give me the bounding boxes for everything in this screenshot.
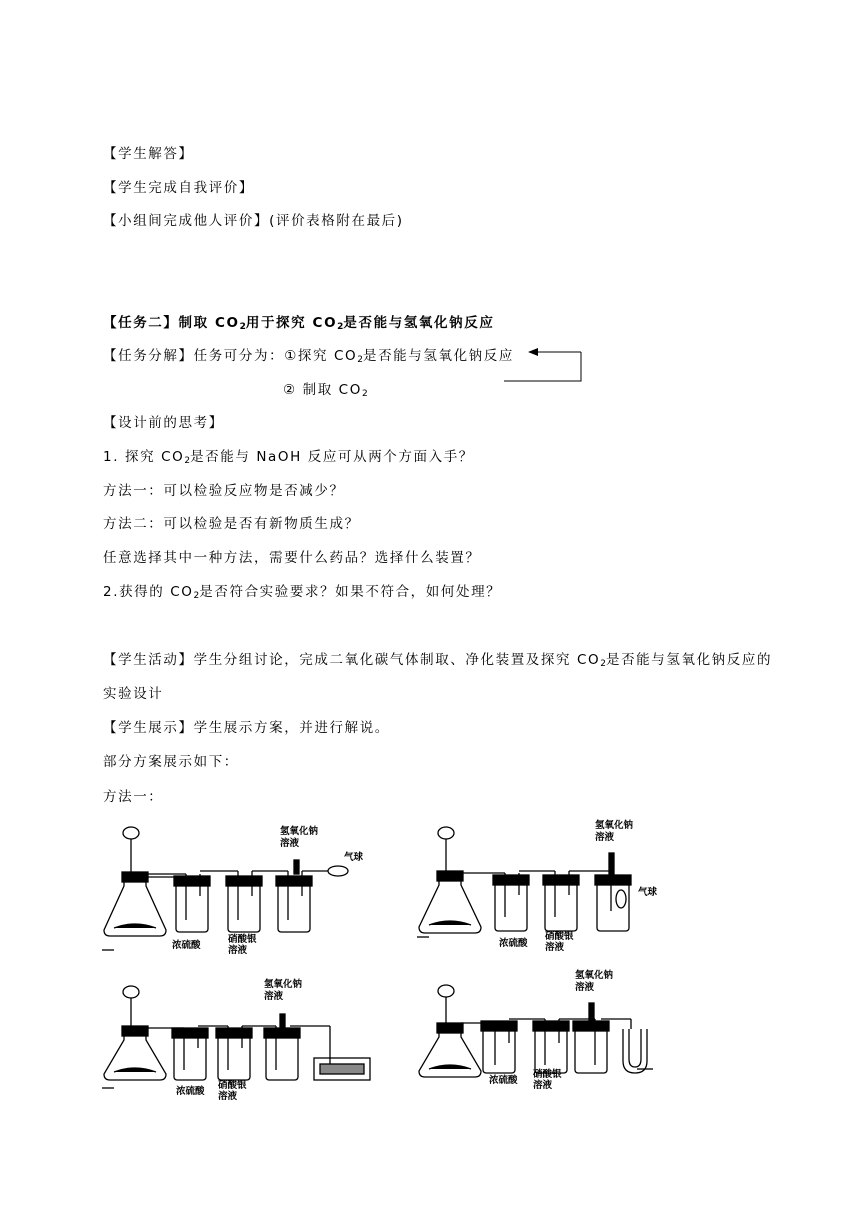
agno3-label: 硝酸银 <box>228 934 257 945</box>
balloon-label: 气球 <box>344 852 364 863</box>
task-two-title: 【任务二】制取 $CO_2$用于探究 $CO_2$是否能与氢氧化钠反应 <box>103 315 495 332</box>
acid-label: 浓硫酸 <box>489 1075 518 1086</box>
agno3-label-2: 溶液 <box>545 942 565 953</box>
naoh-label: 氢氧化钠 <box>280 826 319 837</box>
task-decomposition-step2: ② 制取 $CO_2$ <box>283 382 368 399</box>
apparatus-figure-4 <box>415 965 665 1095</box>
method-one-text: 方法一：可以检验反应物是否减少？ <box>103 483 345 499</box>
question-one: 1. 探究 $CO_2$是否能与 NaOH 反应可从两个方面入手？ <box>103 449 474 466</box>
decomposition-arrow <box>0 0 860 400</box>
student-activity: 【学生活动】学生分组讨论，完成二氧化碳气体制取、净化装置及探究 $CO_2$是否能与氢氧化钠反应的 <box>103 652 773 669</box>
apparatus-figure-1 <box>100 820 390 960</box>
method-two-text: 方法二：可以检验是否有新物质生成？ <box>103 516 360 532</box>
student-activity-cont: 实验设计 <box>103 686 164 702</box>
agno3-label: 硝酸银 <box>545 931 574 942</box>
acid-label: 浓硫酸 <box>176 1086 205 1097</box>
naoh-label-2: 溶液 <box>264 991 284 1002</box>
agno3-label-2: 溶液 <box>218 1091 238 1100</box>
partial-plans-intro: 部分方案展示如下： <box>103 754 239 770</box>
naoh-label: 氢氧化钠 <box>595 820 634 831</box>
naoh-label-2: 溶液 <box>575 982 595 993</box>
student-display: 【学生展示】学生展示方案，并进行解说。 <box>103 720 390 736</box>
acid-label: 浓硫酸 <box>172 940 201 951</box>
naoh-label-2: 溶液 <box>280 838 300 849</box>
pre-design-thinking-heading: 【设计前的思考】 <box>103 415 224 431</box>
agno3-label: 硝酸银 <box>533 1069 562 1080</box>
task-decomposition: 【任务分解】任务可分为：①探究 $CO_2$是否能与氢氧化钠反应 <box>103 348 514 365</box>
naoh-label: 氢氧化钠 <box>575 970 614 981</box>
student-answer-heading: 【学生解答】 <box>103 146 194 162</box>
naoh-label-2: 溶液 <box>595 832 615 843</box>
self-evaluation-heading: 【学生完成自我评价】 <box>103 180 254 196</box>
agno3-label: 硝酸银 <box>218 1080 247 1091</box>
agno3-label-2: 溶液 <box>533 1080 553 1091</box>
agno3-label-2: 溶液 <box>228 945 248 956</box>
naoh-label: 氢氧化钠 <box>264 979 303 990</box>
apparatus-figure-3 <box>100 970 380 1100</box>
apparatus-figure-2 <box>415 815 665 955</box>
balloon-label: 气球 <box>638 887 658 898</box>
choose-method-text: 任意选择其中一种方法，需要什么药品？选择什么装置？ <box>103 550 481 566</box>
peer-evaluation-heading: 【小组间完成他人评价】(评价表格附在最后) <box>103 213 404 229</box>
question-two: 2.获得的 $CO_2$是否符合实验要求？如果不符合，如何处理？ <box>103 584 502 601</box>
method-one-label: 方法一： <box>103 789 164 805</box>
acid-label: 浓硫酸 <box>499 938 528 949</box>
